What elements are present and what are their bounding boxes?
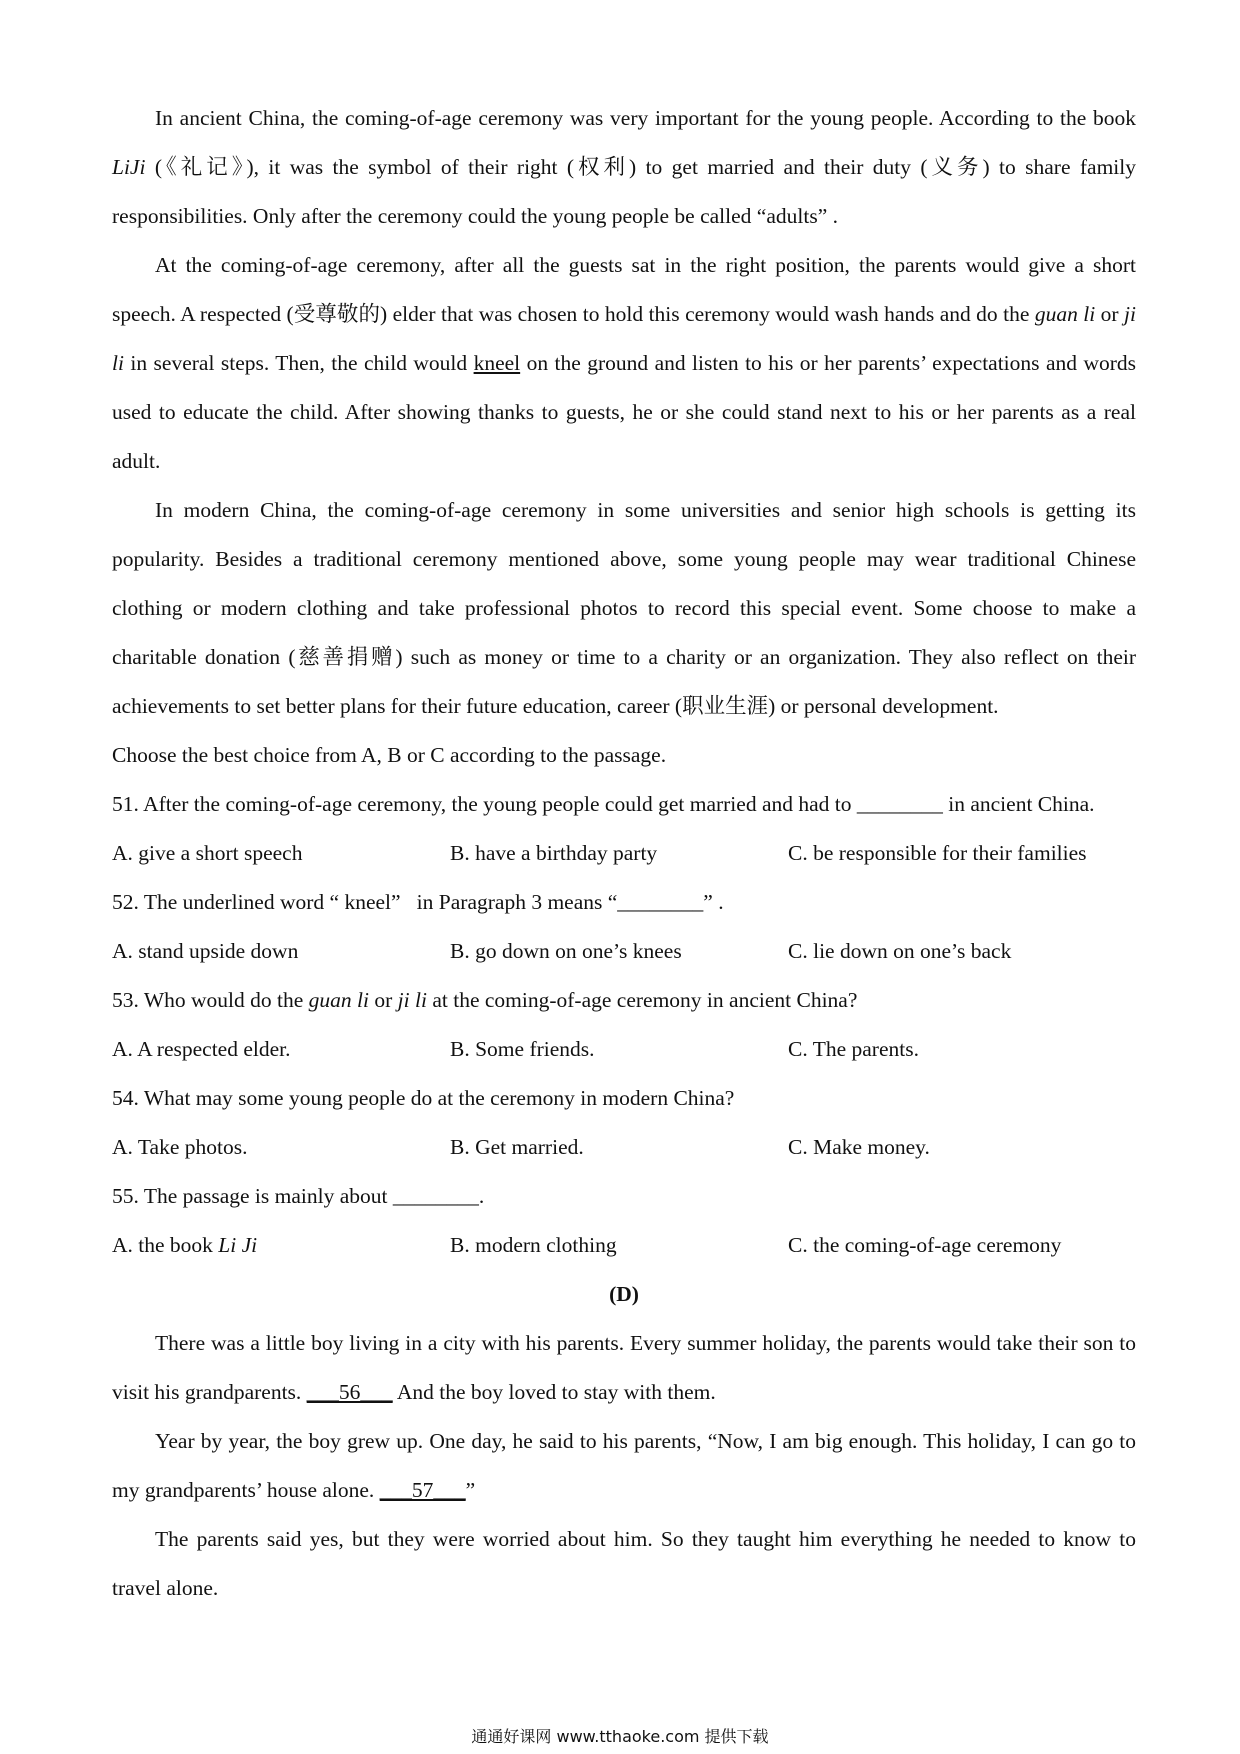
option-b[interactable]: B. go down on one’s knees	[450, 939, 682, 963]
passage-c-paragraph-1	[112, 94, 1136, 241]
question-53-options	[112, 1025, 1136, 1074]
question-55-options	[112, 1221, 1136, 1270]
term-ji-li: ji li	[112, 302, 1136, 375]
option-a[interactable]: A. Take photos.	[112, 1135, 248, 1159]
text-run: or	[1095, 302, 1125, 326]
text-run: In ancient China, the coming-of-age ceremony was very important for the young people. According to the book	[155, 106, 1136, 130]
section-heading-d: (D)	[609, 1282, 639, 1306]
option-b[interactable]: B. Get married.	[450, 1135, 584, 1159]
option-b[interactable]: B. modern clothing	[450, 1233, 617, 1257]
text-run: on the ground and listen to his or her parents’ expectations and words used to educate the child. After showing thanks to guests, he or she could stand next to his or her parents as a real adult.	[112, 351, 1136, 473]
option-c[interactable]: C. The parents.	[788, 1037, 919, 1061]
blank-57[interactable]: ___57___	[379, 1478, 466, 1502]
passage-d-paragraph-3: The parents said yes, but they were worried about him. So they taught him everything he needed to know to travel alone.	[112, 1527, 1136, 1600]
passage-c-paragraph-2	[112, 241, 1136, 486]
option-b[interactable]: B. Some friends.	[450, 1037, 595, 1061]
term-ji-li: ji li	[397, 988, 427, 1012]
underlined-word-kneel: kneel	[473, 351, 521, 375]
blank-56[interactable]: ___56___	[306, 1380, 393, 1404]
instruction: Choose the best choice from A, B or C according to the passage.	[112, 743, 667, 767]
question-51: 51. After the coming-of-age ceremony, the young people could get married and had to ________ in ancient China.	[112, 792, 1095, 816]
text-run: A. the book	[112, 1233, 219, 1257]
text-run: or	[369, 988, 398, 1012]
question-55: 55. The passage is mainly about ________.	[112, 1184, 485, 1208]
text-run: And the boy loved to stay with them.	[392, 1380, 716, 1404]
document-body	[112, 94, 1136, 1613]
question-54: 54. What may some young people do at the ceremony in modern China?	[112, 1086, 735, 1110]
question-52: 52. The underlined word “ kneel” in Paragraph 3 means “________” .	[112, 890, 724, 914]
term-guan-li: guan li	[1034, 302, 1096, 326]
text-run: At the coming-of-age ceremony, after all the guests sat in the right position, the parents would give a short speech. A respected (受尊敬的) elder that was chosen to hold this ceremony would wash hands and do the	[112, 253, 1136, 326]
option-a[interactable]: A. stand upside down	[112, 939, 299, 963]
text-run: Year by year, the boy grew up. One day, he said to his parents, “Now, I am big enough. This holiday, I can go to my grandparents’ house alone.	[112, 1429, 1136, 1502]
passage-d-paragraph-1	[112, 1319, 1136, 1417]
option-c[interactable]: C. lie down on one’s back	[788, 939, 1012, 963]
page-footer: 通通好课网 www.tthaoke.com 提供下载	[471, 1727, 769, 1746]
option-a[interactable]: A. A respected elder.	[112, 1037, 291, 1061]
question-53	[112, 976, 1136, 1025]
passage-d-paragraph-2	[112, 1417, 1136, 1515]
passage-c-paragraph-3: In modern China, the coming-of-age ceremony in some universities and senior high schools is getting its popularity. Besides a traditional ceremony mentioned above, some young people may wear traditional Chinese clothing or modern clothing and take professional photos to record this special event. Some choose to make a charitable donation (慈善捐赠) such as money or time to a charity or an organization. They also reflect on their achievements to set better plans for their future education, career (职业生涯) or personal development.	[112, 498, 1136, 718]
question-51-options	[112, 829, 1136, 878]
option-c[interactable]: C. the coming-of-age ceremony	[788, 1233, 1062, 1257]
option-b[interactable]: B. have a birthday party	[450, 841, 658, 865]
option-a[interactable]	[112, 1221, 450, 1270]
question-54-options	[112, 1123, 1136, 1172]
question-52-options	[112, 927, 1136, 976]
option-c[interactable]: C. be responsible for their families	[788, 841, 1087, 865]
book-title: Li Ji	[218, 1233, 258, 1257]
option-a[interactable]: A. give a short speech	[112, 841, 303, 865]
text-run: in several steps. Then, the child would	[123, 351, 474, 375]
text-run: (《礼记》), it was the symbol of their right (权利) to get married and their duty (义务) to share family responsibilities. Only after the ceremony could the young people be called “adults” .	[112, 155, 1136, 228]
term-guan-li: guan li	[308, 988, 369, 1012]
text-run: at the coming-of-age ceremony in ancient China?	[426, 988, 858, 1012]
book-title: LiJi	[112, 155, 146, 179]
text-run: There was a little boy living in a city with his parents. Every summer holiday, the parents would take their son to visit his grandparents.	[112, 1331, 1136, 1404]
option-c[interactable]: C. Make money.	[788, 1135, 930, 1159]
text-run: 53. Who would do the	[112, 988, 309, 1012]
text-run: ”	[465, 1478, 476, 1502]
